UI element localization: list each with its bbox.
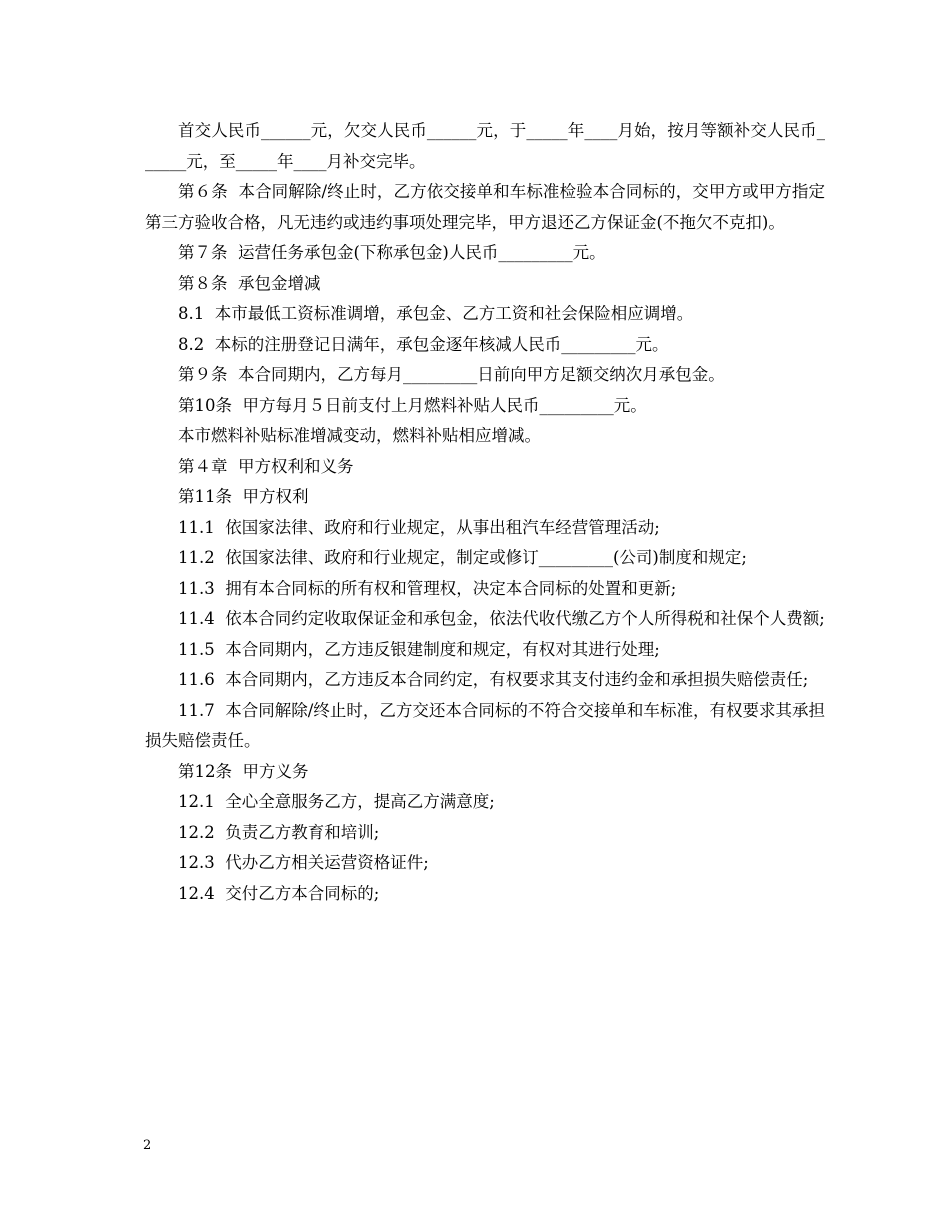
page-number: 2: [143, 1138, 152, 1153]
paragraph: 第４章 甲方权利和义务: [178, 456, 354, 476]
paragraph: 11.5 本合同期内，乙方违反银建制度和规定，有权对其进行处理;: [178, 639, 660, 659]
paragraph: 第９条 本合同期内，乙方每月_________日前向甲方足额交纳次月承包金。: [178, 365, 725, 384]
paragraph: 第８条 承包金增减: [178, 273, 321, 293]
paragraph: 8.2 本标的注册登记日满年，承包金逐年核减人民币_________元。: [178, 334, 669, 354]
paragraph: 12.1 全心全意服务乙方，提高乙方满意度;: [178, 792, 495, 811]
paragraph: 11.2 依国家法律、政府和行业规定，制定或修订_________(公司)制度和规定;: [178, 548, 747, 567]
paragraph: 11.4 依本合同约定收取保证金和承包金，依法代收代缴乙方个人所得税和社保个人费额;: [178, 609, 825, 628]
paragraph: 12.3 代办乙方相关运营资格证件;: [178, 853, 429, 872]
paragraph: 第６条 本合同解除/终止时，乙方依交接单和车标准检验本合同标的，交甲方或甲方指定第三方验收合格，凡无违约或违约事项处理完毕，甲方退还乙方保证金(不拖欠不克扣)。: [145, 182, 825, 232]
paragraph: 8.1 本市最低工资标准调增，承包金、乙方工资和社会保险相应调增。: [178, 304, 694, 323]
paragraph: 第11条 甲方权利: [178, 487, 309, 506]
paragraph: 首交人民币______元，欠交人民币______元，于_____年____月始，按月等额补交人民币______元，至_____年____月补交完毕。: [145, 121, 825, 171]
paragraph: 11.1 依国家法律、政府和行业规定，从事出租汽车经营管理活动;: [178, 517, 660, 537]
paragraph: 12.2 负责乙方教育和培训;: [178, 822, 380, 842]
paragraph: 第10条 甲方每月５日前支付上月燃料补贴人民币_________元。: [178, 395, 647, 415]
paragraph: 11.3 拥有本合同标的所有权和管理权，决定本合同标的处置和更新;: [178, 578, 677, 598]
paragraph: 第12条 甲方义务: [178, 761, 309, 781]
document-body: [145, 116, 825, 909]
paragraph: 12.4 交付乙方本合同标的;: [178, 883, 380, 903]
paragraph: 第７条 运营任务承包金(下称承包金)人民币_________元。: [178, 243, 606, 262]
paragraph: 11.6 本合同期内，乙方违反本合同约定，有权要求其支付违约金和承担损失赔偿责任;: [178, 670, 809, 689]
paragraph: 本市燃料补贴标准增减变动，燃料补贴相应增减。: [178, 426, 541, 445]
paragraph: 11.7 本合同解除/终止时，乙方交还本合同标的不符合交接单和车标准，有权要求其承担损失赔偿责任。: [145, 700, 825, 750]
